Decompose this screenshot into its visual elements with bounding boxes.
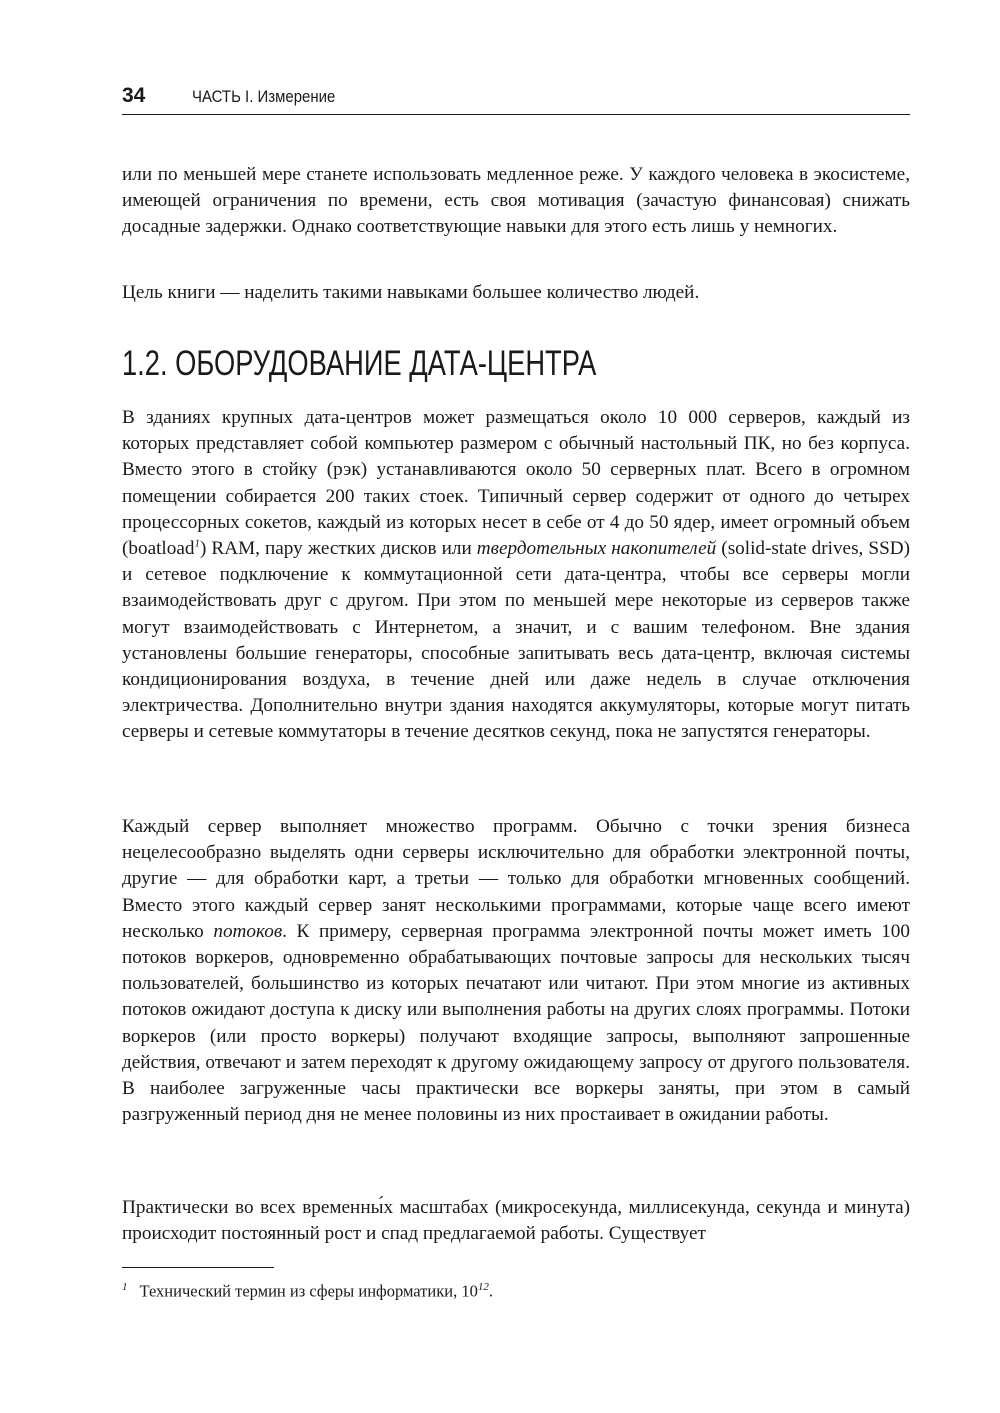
- footnote-text-end: .: [488, 1281, 493, 1301]
- paragraph-continuation: или по меньшей мере станете использовать медленное реже. У каждого человека в экосистеме, имеющей ограничения по времени, есть своя мотивация (зачастую финансовая) снижать досадные задержки. Однако соответствующие навыки для этого есть лишь у немногих.: [122, 164, 910, 238]
- paragraph-book-goal: Цель книги — наделить такими навыками большее количество людей.: [122, 282, 700, 303]
- paragraph-text: В зданиях крупных дата-центров может размещаться около 10 000 серверов, каждый из которых представляет собой компьютер размером с обычный настольный ПК, но без корпуса. Вместо этого в стойку (рэк) устанавливаются около 50 серверных плат. Всего в огромном помещении собирается 200 таких стоек. Типичный сервер содержит от одного до четырех процессорных сокетов, каждый из которых несет в себе от 4 до 50 ядер, имеет огромный объем (boatload: [122, 407, 910, 560]
- footnote-text: Технический термин из сферы информатики, 10: [139, 1281, 478, 1301]
- paragraph-text: Каждый сервер выполняет множество программ. Обычно с точки зрения бизнеса нецелесообразно выделять одни серверы исключительно для обработки электронной почты, другие — для обработки карт, а третьи — только для обработки мгновенных сообщений. Вместо этого каждый сервер занят несколькими программами, которые чаще всего имеют несколько: [122, 816, 910, 942]
- footnote-divider: [122, 1267, 274, 1268]
- page-number: 34: [122, 84, 146, 107]
- running-title: ЧАСТЬ I. Измерение: [192, 87, 336, 106]
- footnote-mark: 1: [122, 1281, 128, 1293]
- emphasis-term: потоков: [213, 920, 283, 942]
- emphasis-term: твердотельных накопителей: [476, 538, 717, 560]
- footnote: [122, 1276, 493, 1303]
- paragraph-server-programs: [122, 814, 910, 1128]
- running-head: [122, 82, 910, 115]
- footnote-exponent: 12: [477, 1281, 489, 1293]
- paragraph-timescales: Практически во всех временны́х масштабах (микросекунда, миллисекунда, секунда и минута) происходит постоянный рост и спад предлагаемой работы. Существует: [122, 1197, 910, 1245]
- paragraph-datacenter-hardware: [122, 405, 910, 746]
- paragraph-text: ) RAM, пару жестких дисков или: [199, 538, 477, 560]
- paragraph-text: . К примеру, серверная программа электронной почты может иметь 100 потоков воркеров, одновременно обрабатывающих почтовые запросы для нескольких тысяч пользователей, большинство из которых печатают или читают. При этом многие из активных потоков ожидают доступа к диску или выполнения работы на других слоях программы. Потоки воркеров (или просто воркеры) получают входящие запросы, выполняют запрошенные действия, отвечают и затем переходят к другому ожидающему запросу от другого пользователя. В наиболее загруженные часы практически все воркеры заняты, при этом в самый разгруженный период дня не менее половины из них простаивает в ожидании работы.: [122, 920, 910, 1126]
- section-heading: 1.2. ОБОРУДОВАНИЕ ДАТА-ЦЕНТРА: [122, 344, 597, 383]
- paragraph-text: (solid-state drives, SSD) и сетевое подключение к коммутационной сети дата-центра, чтобы все серверы могли взаимодействовать друг с другом. При этом по меньшей мере некоторые из серверов также могут взаимодействовать с Интернетом, а значит, и с вашим телефоном. Вне здания установлены большие генераторы, способные запитывать весь дата-центр, включая системы кондиционирования воздуха, в течение дней или даже недель в случае отключения электричества. Дополнительно внутри здания находятся аккумуляторы, которые могут питать серверы и сетевые коммутаторы в течение десятков секунд, пока не запустятся генераторы.: [122, 538, 910, 743]
- footnote-reference[interactable]: 1: [194, 537, 200, 550]
